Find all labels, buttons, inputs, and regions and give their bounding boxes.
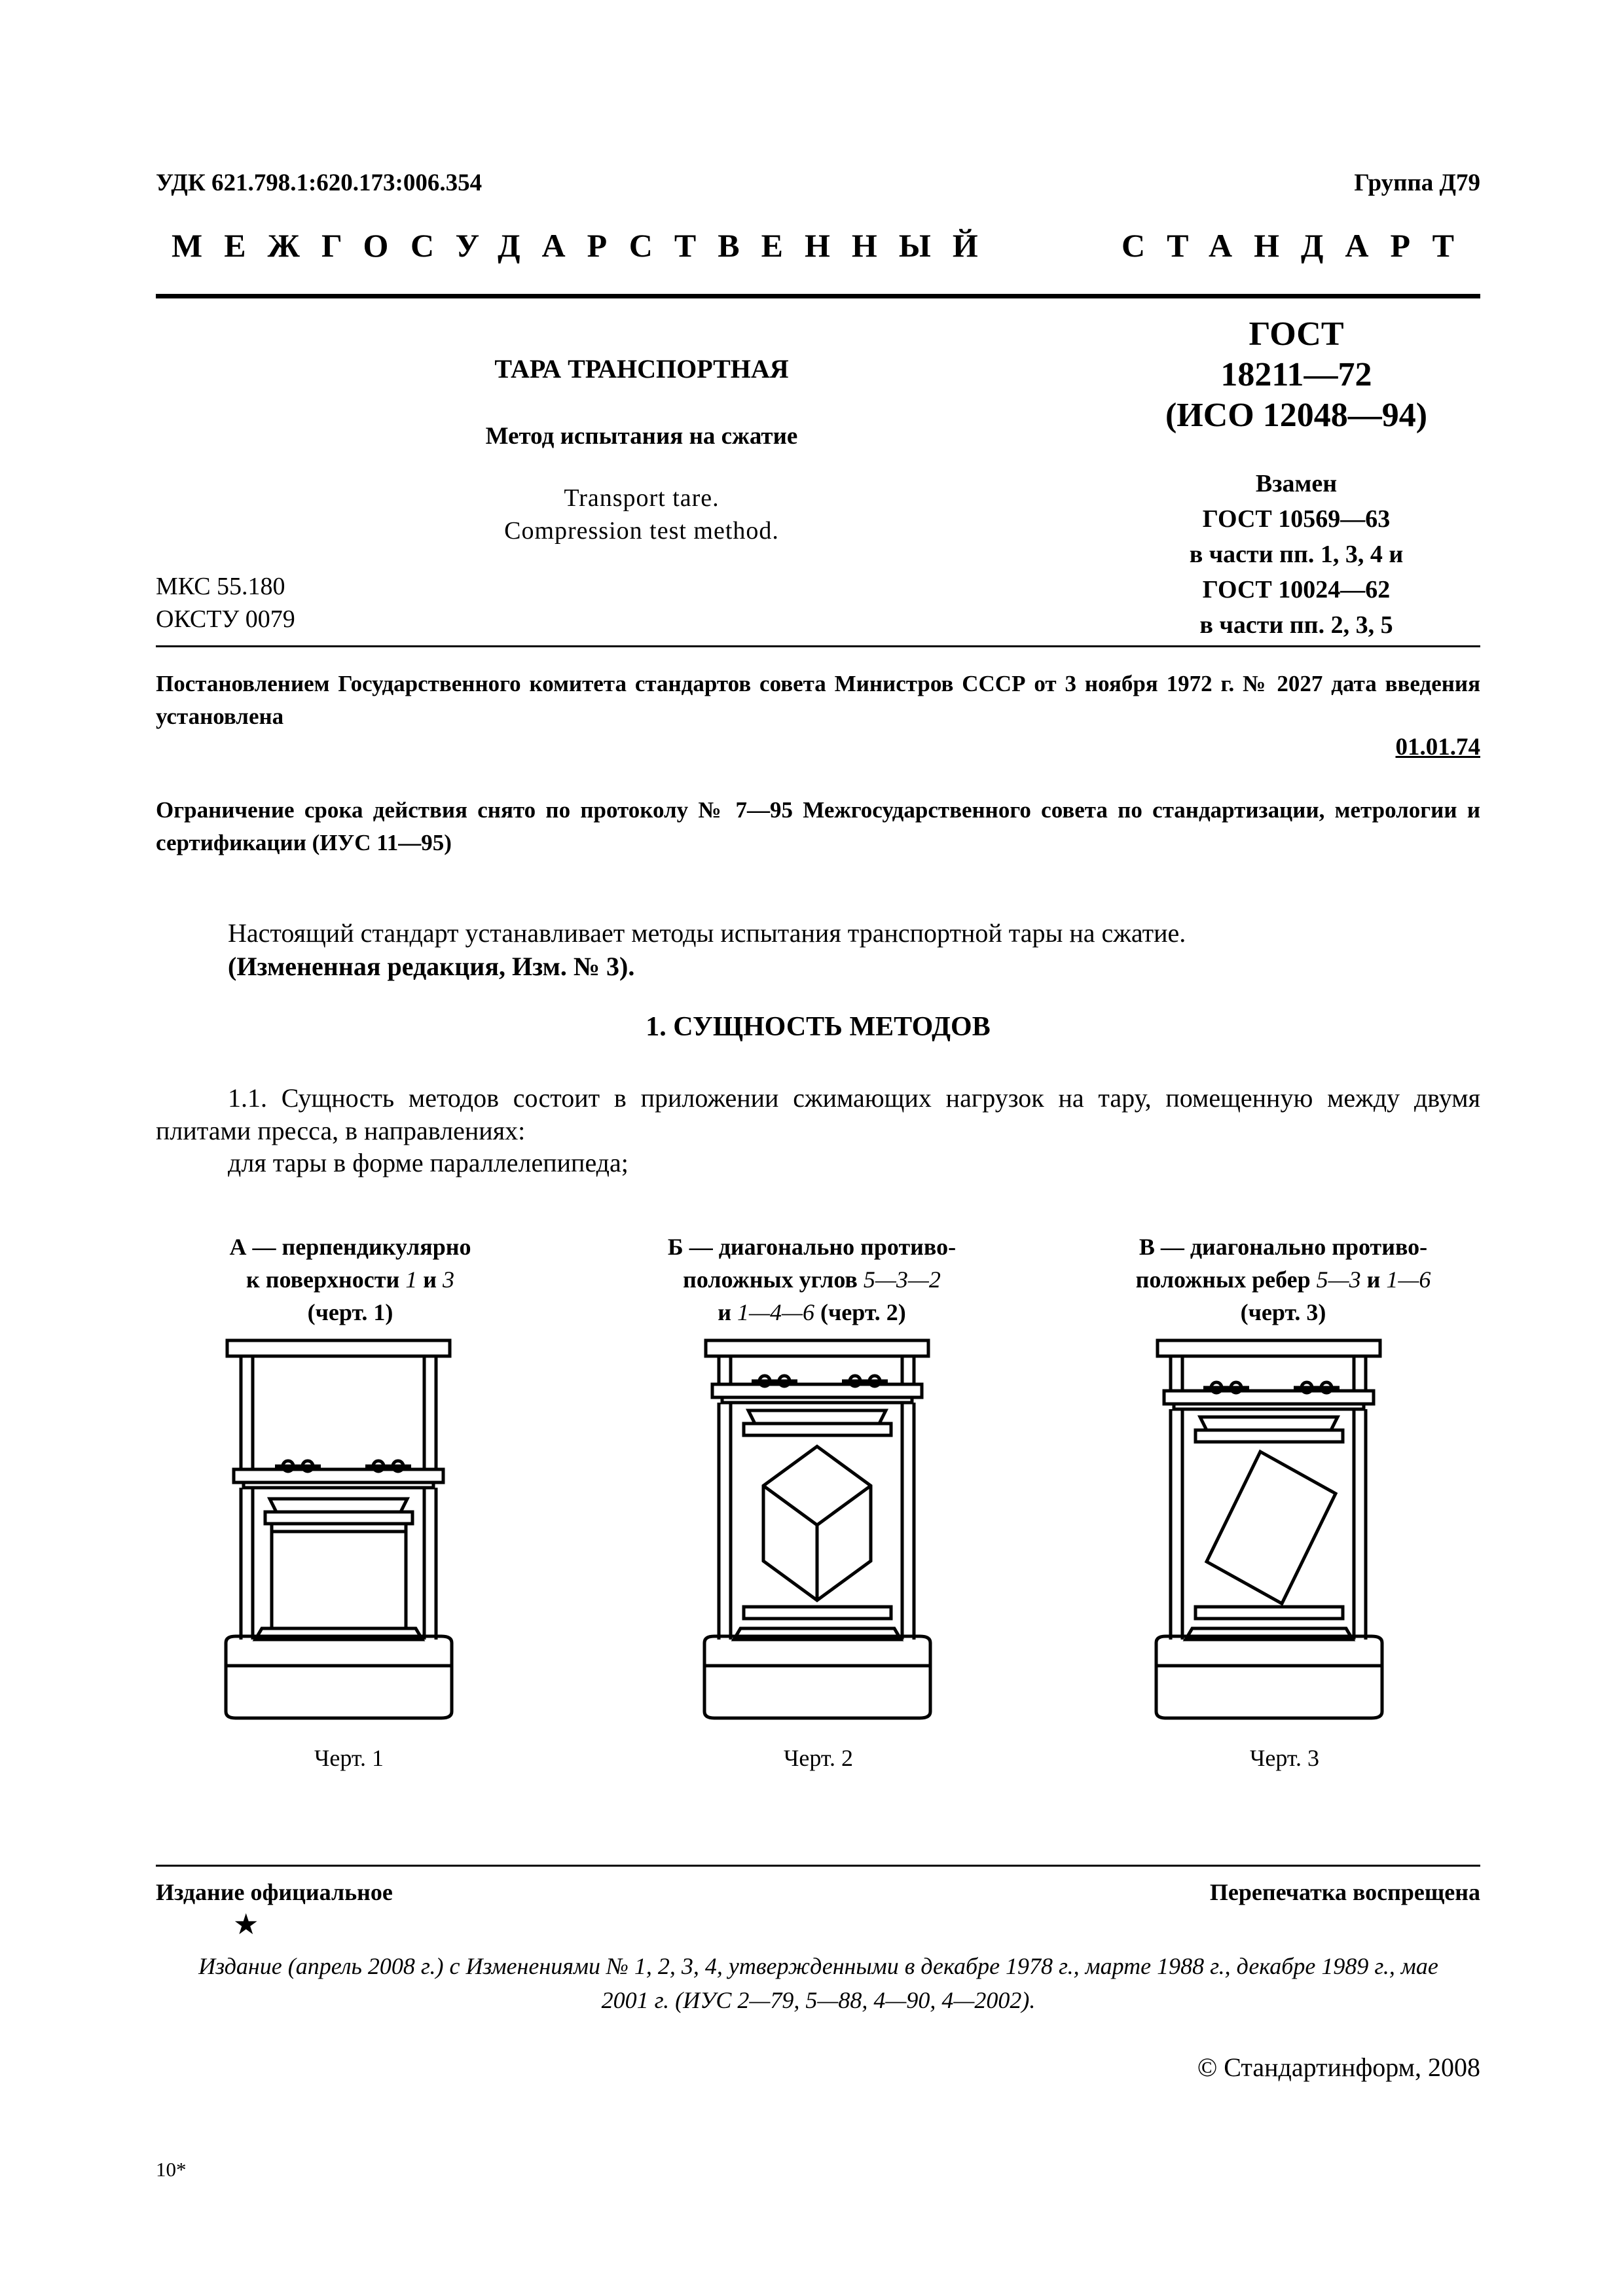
figure-c-edges-2: 1—6 xyxy=(1386,1266,1431,1293)
figure-c-caption-line1: В — диагонально противо- xyxy=(1139,1234,1428,1260)
udk-code: УДК 621.798.1:620.173:006.354 xyxy=(156,170,483,196)
replaces-line4: ГОСТ 10024—62 xyxy=(1202,576,1391,603)
title-en-line1: Transport tare. xyxy=(564,484,720,512)
figure-a-surface-3: 3 xyxy=(442,1266,454,1293)
section-1-title: 1. СУЩНОСТЬ МЕТОДОВ xyxy=(646,1012,991,1042)
press-figure-1 xyxy=(226,1340,452,1718)
gost-line1: ГОСТ xyxy=(1249,315,1344,353)
edition-note: Издание (апрель 2008 г.) с Изменениями № 1, 2, 3, 4, утвержденными в декабре 1978 г., марте 1988 г., декабре 1989 г., мае 2001 г. (ИУС 2—79, 5—88, 4—90, 4—2002). xyxy=(198,1953,1438,2013)
mks-code: МКС 55.180 xyxy=(156,573,285,600)
page-number: 10* xyxy=(156,2158,187,2181)
star-icon: ★ xyxy=(233,1909,259,1941)
press-figure-2 xyxy=(704,1340,930,1718)
footer-rule xyxy=(156,1865,1480,1867)
official-edition: Издание официальное xyxy=(156,1879,393,1905)
section-1-paragraph-2: для тары в форме параллелепипеда; xyxy=(228,1148,629,1177)
intro-text: Настоящий стандарт устанавливает методы испытания транспортной тары на сжатие. xyxy=(228,918,1186,948)
gost-line3: (ИСО 12048—94) xyxy=(1165,397,1428,434)
figure-b-corners-1: 5—3—2 xyxy=(863,1266,941,1293)
figure-a-caption-line1: А — перпендикулярно xyxy=(229,1234,471,1260)
section-1-paragraph: 1.1. Сущность методов состоит в приложении сжимающих нагрузок на тару, помещенную между двумя плитами пресса, в направлениях: xyxy=(156,1083,1480,1145)
decree-text: Постановлением Государственного комитета стандартов совета Министров СССР от 3 ноября 1972 г. № 2027 дата введения установлена xyxy=(156,671,1480,729)
figure-1-label: Черт. 1 xyxy=(314,1745,384,1771)
figure-c-and: и xyxy=(1360,1266,1387,1293)
figure-c-caption-line3: (черт. 3) xyxy=(1240,1299,1326,1325)
copyright: © Стандартинформ, 2008 xyxy=(1197,2053,1480,2082)
reprint-prohibited: Перепечатка воспрещена xyxy=(1209,1879,1480,1905)
subtitle-ru: Метод испытания на сжатие xyxy=(485,423,798,450)
figure-a-caption-line3: (черт. 1) xyxy=(307,1299,393,1325)
figure-c-caption-text: положных ребер xyxy=(1135,1266,1317,1293)
figure-3-label: Черт. 3 xyxy=(1250,1745,1319,1771)
gost-line2: 18211—72 xyxy=(1220,356,1372,393)
figure-b-corners-2: 1—4—6 xyxy=(737,1299,814,1325)
figure-b-caption-text: положных углов xyxy=(683,1266,864,1293)
replaces-line5: в части пп. 2, 3, 5 xyxy=(1199,611,1393,639)
figure-c-edges-1: 5—3 xyxy=(1316,1266,1361,1293)
replaces-line3: в части пп. 1, 3, 4 и xyxy=(1189,541,1404,568)
limitation-text: Ограничение срока действия снято по протоколу № 7—95 Межгосударственного совета по стандартизации, метрологии и сертификации (ИУС 11—95) xyxy=(156,797,1480,855)
figure-b-caption-line1: Б — диагонально противо- xyxy=(667,1234,957,1260)
figure-b-ref: (черт. 2) xyxy=(814,1299,906,1325)
group-code: Группа Д79 xyxy=(1354,170,1480,196)
title-en-line2: Compression test method. xyxy=(504,517,779,545)
replaces-line1: Взамен xyxy=(1255,470,1338,497)
figure-b-and: и xyxy=(718,1299,737,1325)
figure-a-caption-text: к поверхности xyxy=(246,1266,406,1293)
header-standard: СТАНДАРТ xyxy=(1122,227,1476,264)
press-figure-3 xyxy=(1156,1340,1382,1718)
okstu-code: ОКСТУ 0079 xyxy=(156,605,295,633)
figure-a-and: и xyxy=(417,1266,443,1293)
introduction-date: 01.01.74 xyxy=(1395,734,1480,761)
intro-amendment: (Измененная редакция, Изм. № 3). xyxy=(228,952,635,981)
figure-2-label: Черт. 2 xyxy=(784,1745,853,1771)
header-interstate: МЕЖГОСУДАРСТВЕННЫЙ xyxy=(172,227,1000,264)
replaces-line2: ГОСТ 10569—63 xyxy=(1202,505,1391,533)
title-ru: ТАРА ТРАНСПОРТНАЯ xyxy=(494,354,789,384)
figure-a-surface-1: 1 xyxy=(405,1266,418,1293)
